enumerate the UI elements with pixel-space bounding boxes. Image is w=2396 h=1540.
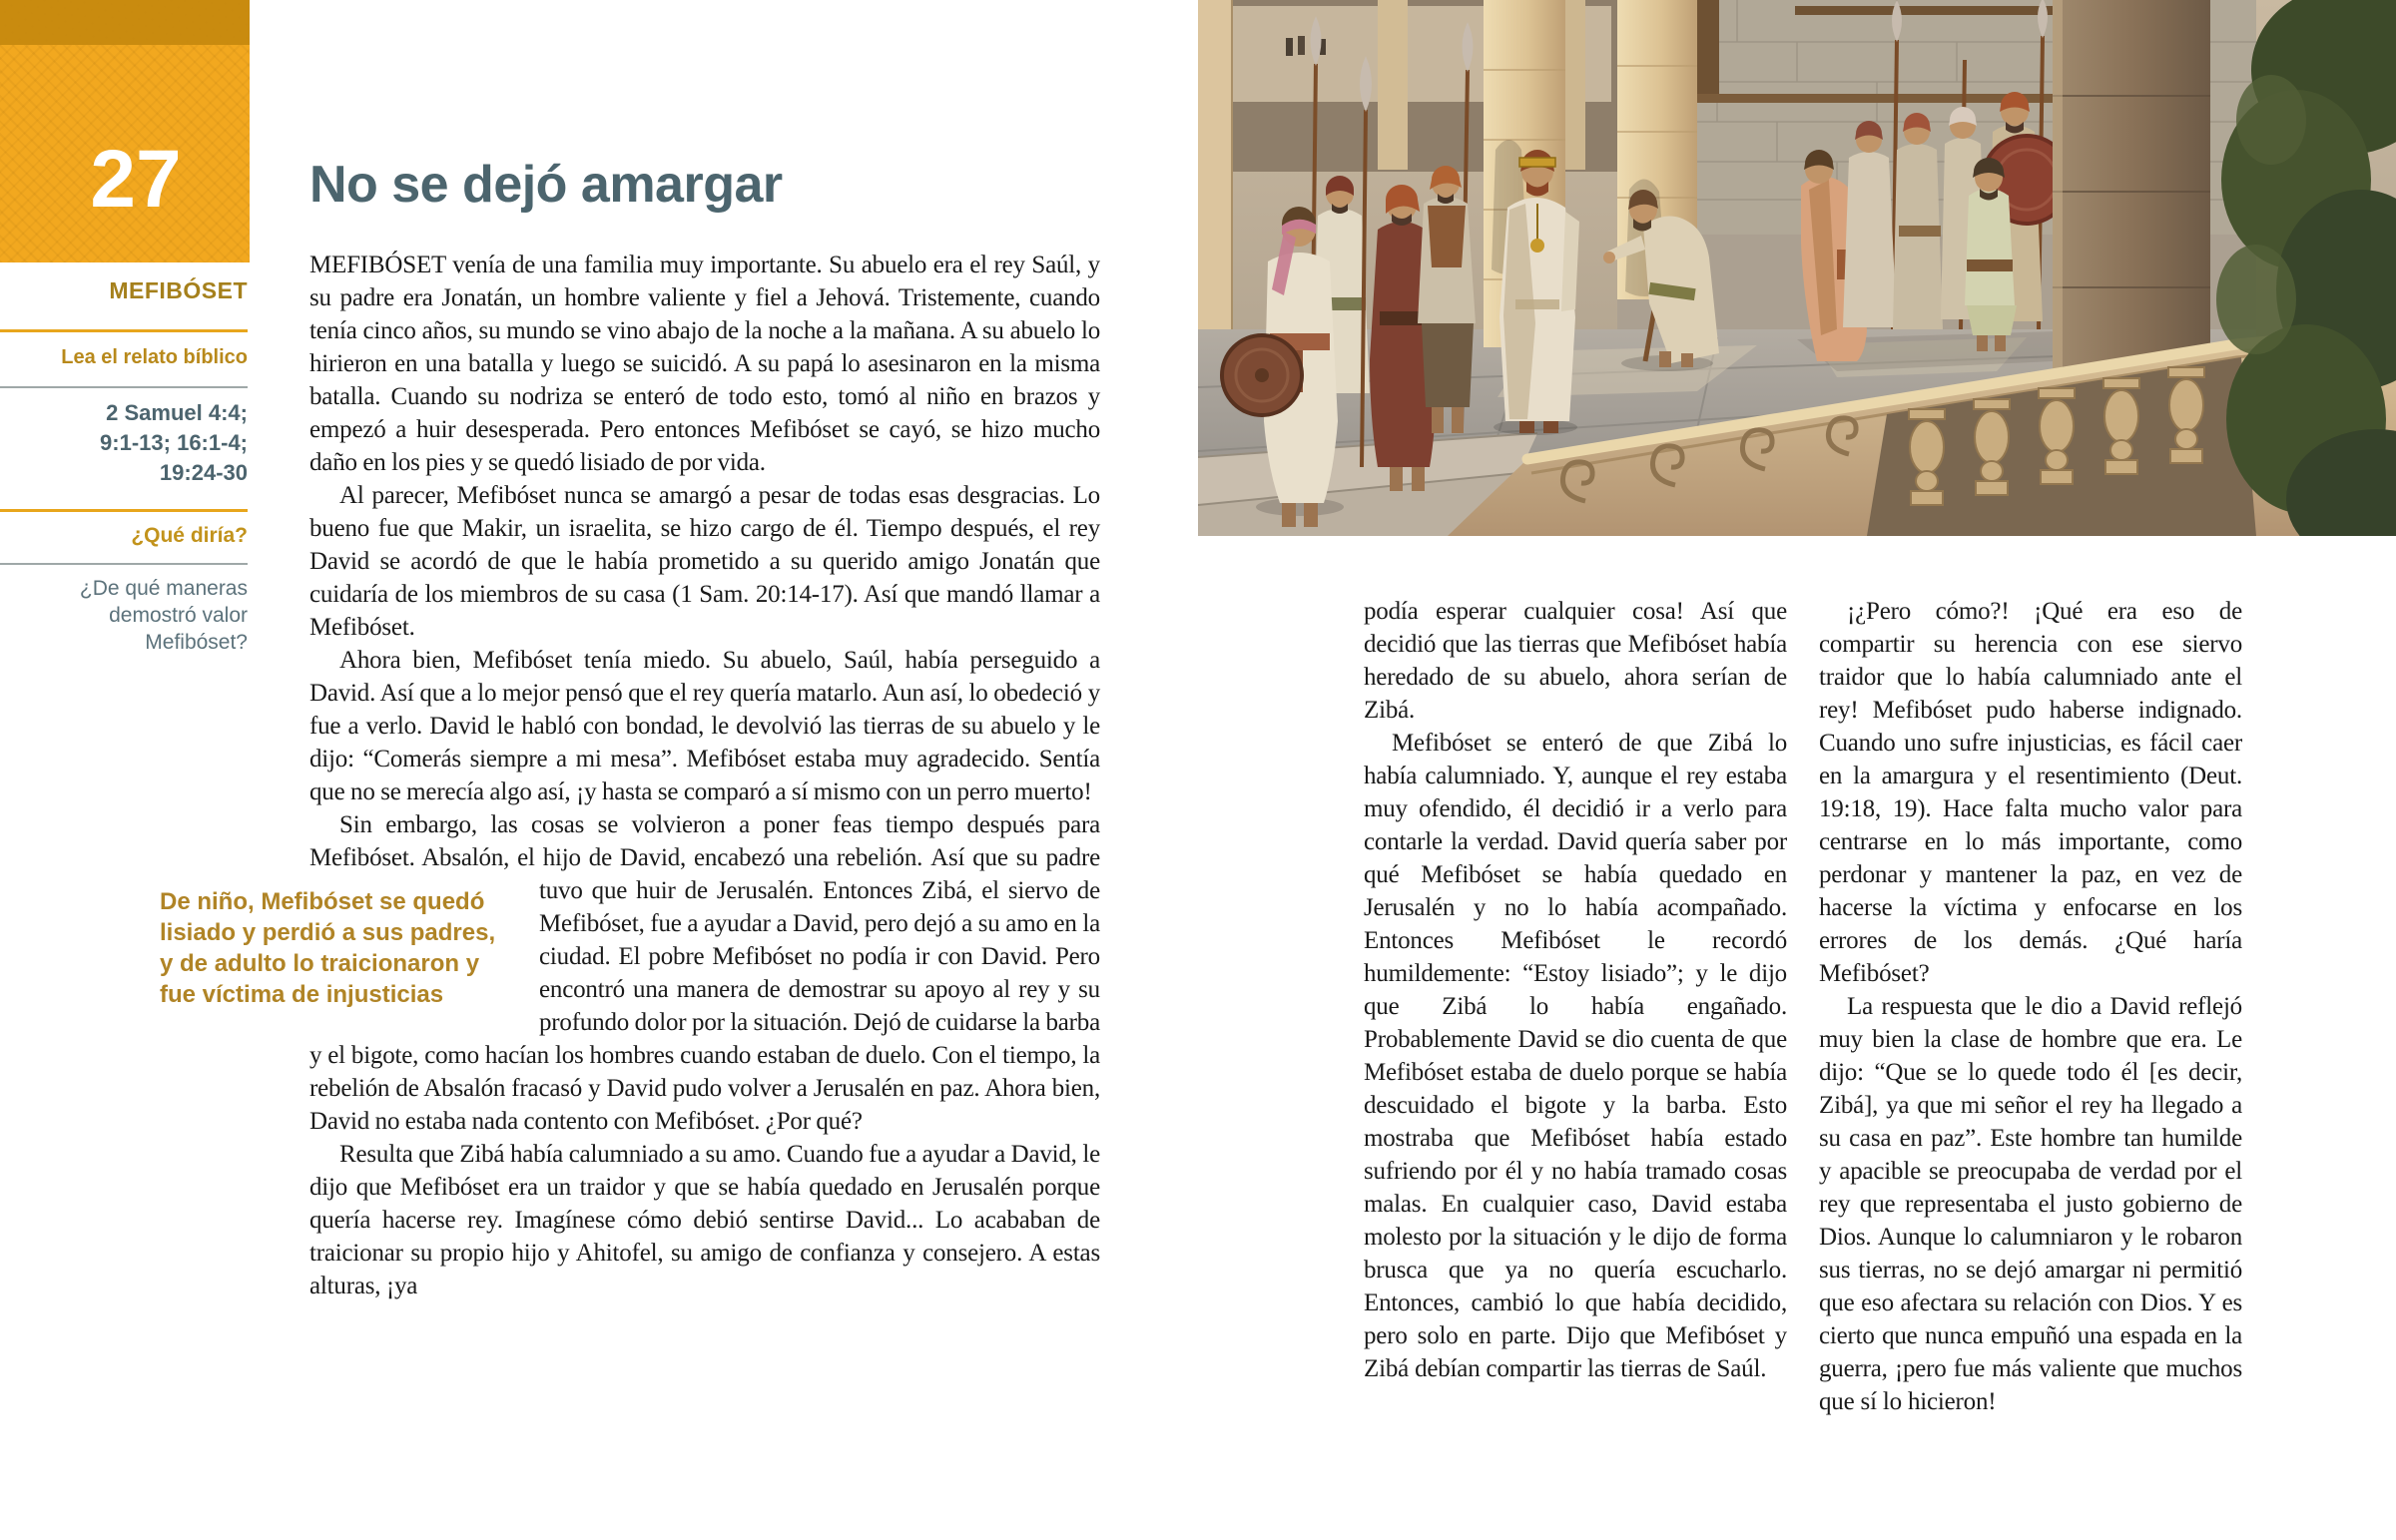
divider	[0, 386, 248, 388]
scripture-line: 2 Samuel 4:4;	[106, 400, 248, 425]
article-title: No se dejó amargar	[309, 156, 783, 214]
gold-crown	[1519, 158, 1555, 167]
question-line: ¿De qué maneras	[79, 577, 248, 600]
scripture-line: 9:1-13; 16:1-4;	[100, 430, 248, 455]
sidebar	[0, 277, 248, 656]
paragraph-part: Así que su padre tuvo que huir de Jerusalén. Entonces Zibá, el siervo de Mefibóset, fue a ayudar a David, pero dejó a su amo en la ciudad. El pobre Mefibóset no podía ir con David. Pero encontró una manera de demostrar su apoyo al rey y su profundo dolor por la situación. Dejó de cuidarse la barba y el bigote, como hacían los hombres cuando estaban de duelo. Con el tiempo, la rebelión de Absalón fracasó y David pudo volver a Jerusalén en paz. Ahora bien, David no estaba nada contento con Mefibóset. ¿Por qué?	[309, 843, 1100, 1135]
text-column-middle	[1364, 595, 1787, 1385]
divider	[0, 329, 248, 332]
palace-courtyard-scene	[1198, 0, 2396, 536]
chapter-badge	[0, 0, 250, 262]
lead-paragraph: MEFIBÓSET venía de una familia muy importante. Su abuelo era el rey Saúl, y su padre era Jonatán, un hombre valiente y fiel a Jehová. Tristemente, cuando tenía cinco años, su mundo se vino abajo de la noche a la mañana. A su abuelo lo hirieron en una batalla y luego se suicidó. A su papá lo asesinaron en la misma batalla. Cuando su nodriza se enteró de todo esto, tomó al niño en brazos y empezó a huir desesperada. Pero entonces Mefibóset se cayó, se hizo mucho daño en los pies y se quedó lisiado de por vida.	[309, 251, 1100, 476]
paragraph: Mefibóset se enteró de que Zibá lo había calumniado. Y, aunque el rey estaba muy ofendido, él decidió ir a verlo para contarle la verdad. David quería saber por qué Mefibóset se había quedado en Jerusalén y no lo había acompañado. Entonces Mefibóset le recordó humildemente: “Estoy lisiado”; y le dijo que Zibá lo había engañado. Probablemente David se dio cuenta de que Mefibóset estaba de duelo porque se había descuidado el bigote y la barba. Esto mostraba que Mefibóset había estado sufriendo por él y no había tramado cosas malas. En cualquier caso, David estaba molesto por la situación y le dijo de forma brusca que ya no quería escucharlo. Entonces, cambió lo que había decidido, pero solo en parte. Dijo que Mefibóset y Zibá debían compartir las tierras de Saúl.	[1364, 730, 1787, 1382]
question-line: demostró valor	[109, 604, 248, 627]
character-name: MEFIBÓSET	[109, 277, 248, 303]
divider	[0, 509, 248, 512]
chapter-number: 27	[90, 134, 182, 225]
divider	[0, 563, 248, 565]
paragraph	[160, 808, 1100, 1138]
scripture-line: 19:24-30	[159, 460, 248, 485]
paragraph: Al parecer, Mefibóset nunca se amargó a pesar de todas esas desgracias. Lo bueno fue que Makir, un israelita, se hizo cargo de él. Tiempo después, el rey David se acordó de que le había prometido a su querido amigo Jonatán que cuidaría de los miembros de su casa (1 Sam. 20:14-17). Así que mandó llamar a Mefibóset.	[309, 481, 1100, 641]
paragraph: Ahora bien, Mefibóset tenía miedo. Su abuelo, Saúl, había perseguido a David. Así que a lo mejor pensó que el rey quería matarlo. Aun así, lo obedeció y fue a verlo. David le habló con bondad, le devolvió las tierras de su abuelo y le dijo: “Comerás siempre a mi mesa”. Mefibóset estaba muy agradecido. Sentía que no se merecía algo así, ¡y hasta se comparó a sí mismo con un perro muerto!	[309, 646, 1100, 805]
what-would-you-say-label: ¿Qué diría?	[131, 524, 248, 547]
read-bible-label: Lea el relato bíblico	[61, 346, 248, 368]
pull-quote: De niño, Mefibóset se quedó lisiado y perdió a sus padres, y de adulto lo traicionaron y fue víctima de injusticias	[160, 887, 496, 1008]
paragraph-continuation: podía esperar cualquier cosa! Así que decidió que las tierras que Mefibóset había heredado de su abuelo, ahora serían de Zibá.	[1364, 598, 1787, 724]
scripture-reference	[0, 398, 248, 488]
chapter-badge-band	[0, 0, 250, 45]
paragraph-part: Sin embargo, las cosas se volvieron a poner feas tiempo después para Mefibóset. Absalón, el hijo de David, encabezó una rebelión.	[309, 810, 1100, 871]
text-column-right	[1819, 595, 2242, 1418]
paragraph: ¡¿Pero cómo?! ¡Qué era eso de compartir su herencia con ese siervo traidor que lo había calumniado ante el rey! Mefibóset pudo haberse indignado. Cuando uno sufre injusticias, es fácil caer en la amargura y el resentimiento (Deut. 19:18, 19). Hace falta mucho valor para centrarse en lo más importante, como perdonar y mantener la paz, en vez de hacerse la víctima y enfocarse en los errores de los demás. ¿Qué haría Mefibóset?	[1819, 598, 2242, 987]
paragraph: Resulta que Zibá había calumniado a su amo. Cuando fue a ayudar a David, le dijo que Mefibóset era un traidor y que se había quedado en Jerusalén porque quería hacerse rey. Imagínese cómo debió sentirse David... Lo acababan de traicionar su propio hijo y Ahitofel, su amigo de confianza y consejero. A estas alturas, ¡ya	[309, 1140, 1100, 1299]
palace-scene-illustration	[1198, 0, 2396, 536]
paragraph: La respuesta que le dio a David reflejó muy bien la clase de hombre que era. Le dijo: “Que se lo quede todo él [es decir, Zibá], ya que mi señor el rey ha llegado a su casa en paz”. Este hombre tan humilde y apacible se preocupaba de verdad por el rey que representaba el justo gobierno de Dios. Aunque lo calumniaron y le robaron sus tierras, no se dejó amargar ni permitió que eso afectara su relación con Dios. Y es cierto que nunca empuñó una espada en la guerra, ¡pero fue más valiente que muchos que sí lo hicieron!	[1819, 993, 2242, 1415]
question-line: Mefibóset?	[145, 631, 248, 654]
study-question	[0, 575, 248, 656]
